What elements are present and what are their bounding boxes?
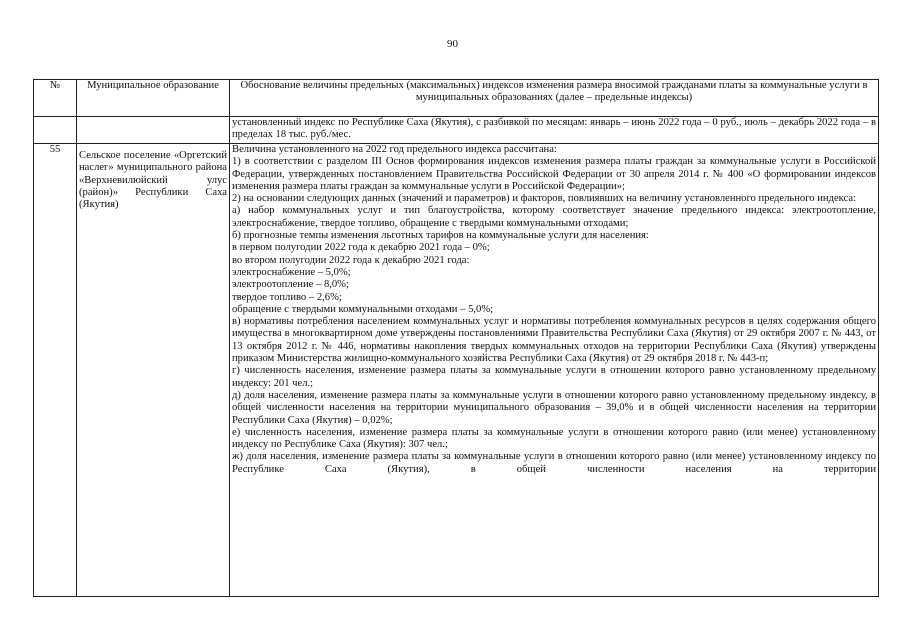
row-justification: [230, 144, 879, 597]
header-num: №: [34, 80, 77, 117]
justification-line: е) численность населения, изменение размера платы за коммунальные услуги в отношении которого равно (или менее) установленному индексу по Республике Саха (Якутия): 307 чел.;: [232, 426, 876, 451]
justification-line: в первом полугодии 2022 года к декабрю 2021 года – 0%;: [232, 242, 490, 254]
justification-line: электроотопление – 8,0%;: [232, 279, 349, 291]
continuation-num-cell: [34, 117, 77, 144]
row-municipality-cell: [77, 144, 230, 597]
table-row: [34, 144, 879, 597]
justification-line: д) доля населения, изменение размера платы за коммунальные услуги в отношении которого равно установленному предельному индексу, в общей численности населения на территории муниципального образования – 39,0% и в общей численности населения на территории Республики Саха (Якутия) – 0,02%;: [232, 389, 876, 426]
justification-line: а) набор коммунальных услуг и тип благоустройства, которому соответствует значение предельного индекса: электроотопление, электроснабжение, твердое топливо, обращение с твердыми коммунальными отходами;: [232, 205, 876, 229]
row-municipality: Сельское поселение «Оргетский наслег» муниципального района «Верхневилюйский улус (район)» Республики Саха (Якутия): [79, 150, 227, 211]
page-number: 90: [447, 38, 458, 50]
justification-line: Величина установленного на 2022 год предельного индекса рассчитана:: [232, 144, 557, 155]
justification-line: 2) на основании следующих данных (значений и параметров) и факторов, повлиявших на величину установленного предельного индекса:: [232, 193, 857, 205]
continuation-text: установленный индекс по Республике Саха (Якутия), с разбивкой по месяцам: январь – июнь 2022 года – 0 руб., июль – декабрь 2022 года – в пределах 18 тыс. руб./мес.: [230, 117, 879, 144]
header-municipality: Муниципальное образование: [77, 80, 230, 117]
justification-line: обращение с твердыми коммунальными отходами – 5,0%;: [232, 303, 494, 315]
justification-line: г) численность населения, изменение размера платы за коммунальные услуги в отношении которого равно установленному предельному индексу: 201 чел.;: [232, 365, 876, 389]
continuation-municipality-cell: [77, 117, 230, 144]
justification-line: ж) доля населения, изменение размера платы за коммунальные услуги в отношении которого равно (или менее) установленному индексу по Республике Саха (Якутия), в общей численности населения на территории: [232, 451, 876, 475]
justification-line: электроснабжение – 5,0%;: [232, 266, 351, 278]
justification-line: твердое топливо – 2,6%;: [232, 291, 342, 303]
justification-line: 1) в соответствии с разделом III Основ формирования индексов изменения размера платы граждан за коммунальные услуги в Российской Федерации, утвержденных постановлением Правительства Российской Федерации от 30 апреля 2014 г. № 400 «О формировании индексов изменения размера платы граждан за коммунальные услуги в Российской Федерации»;: [232, 156, 876, 192]
table-header-row: [34, 80, 879, 117]
justification-line: б) прогнозные темпы изменения льготных тарифов на коммунальные услуги для населения:: [232, 230, 649, 242]
table-row-continuation: [34, 117, 879, 144]
justification-line: в) нормативы потребления населением коммунальных услуг и нормативы потребления коммунальных ресурсов в целях содержания общего имущества в многоквартирном доме утверждены постановлениями Правительства Республики Саха (Якутия) от 29 октября 2007 г. № 443, от 13 октября 2012 г. № 446, нормативы накопления твердых коммунальных отходов на территории Республики Саха (Якутия) утверждены приказом Министерства жилищно-коммунального хозяйства Республики Саха (Якутия) от 29 октября 2018 г. № 443-п;: [232, 316, 876, 365]
row-num: 55: [34, 144, 77, 597]
justification-line: во втором полугодии 2022 года к декабрю 2021 года:: [232, 254, 470, 266]
municipal-index-table: [33, 79, 879, 597]
header-justification: Обоснование величины предельных (максимальных) индексов изменения размера вносимой гражданами платы за коммунальные услуги в муниципальных образованиях (далее – предельные индексы): [230, 80, 879, 117]
